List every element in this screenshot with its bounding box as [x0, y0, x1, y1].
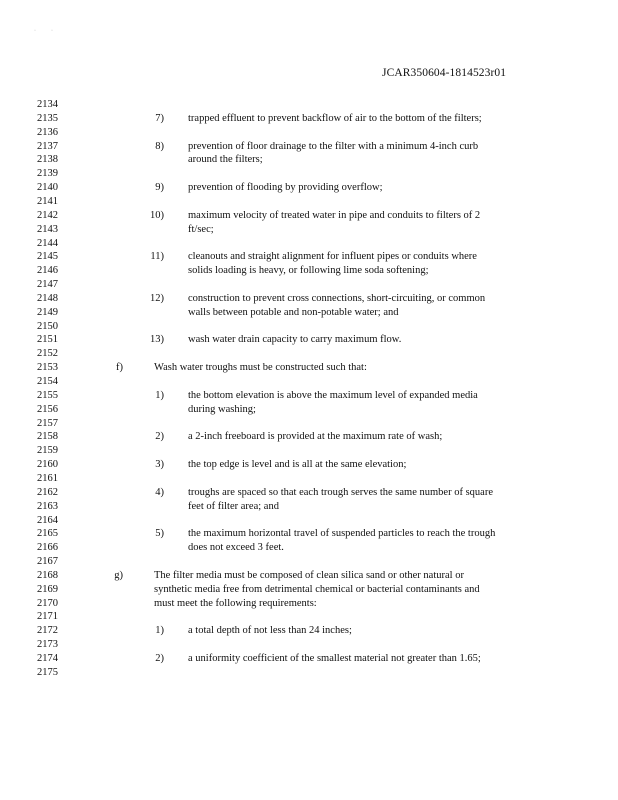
list-item-text: the bottom elevation is above the maximum level of expanded media	[188, 389, 478, 401]
line-number: 2155	[37, 389, 58, 401]
list-item-text: prevention of flooding by providing overflow;	[188, 182, 383, 194]
line-number: 2148	[37, 292, 58, 304]
line-number: 2156	[37, 403, 58, 415]
list-item-text: maximum velocity of treated water in pipe and conduits to filters of 2	[188, 209, 481, 221]
list-marker: 3)	[155, 459, 164, 471]
line-number: 2152	[37, 348, 58, 360]
line-number: 2144	[37, 237, 58, 249]
scan-specks: · ·	[34, 28, 53, 34]
list-marker: 13)	[150, 334, 164, 346]
list-marker: 2)	[155, 431, 164, 443]
line-number: 2153	[37, 362, 58, 374]
line-number: 2160	[37, 459, 58, 471]
line-number: 2147	[37, 279, 58, 291]
document-id-header: JCAR350604-1814523r01	[382, 67, 507, 79]
line-number: 2154	[37, 376, 58, 387]
list-item-text: construction to prevent cross connections, short-circuiting, or common	[188, 292, 486, 304]
line-number: 2140	[37, 182, 58, 194]
list-item-text: during washing;	[188, 403, 256, 415]
list-marker: 1)	[155, 625, 164, 637]
list-item-text: a 2-inch freeboard is provided at the maximum rate of wash;	[188, 431, 443, 443]
list-marker: 7)	[155, 112, 164, 124]
line-number: 2134	[37, 99, 58, 110]
line-number: 2150	[37, 320, 58, 332]
line-number: 2161	[37, 472, 58, 484]
list-marker: 1)	[155, 389, 164, 401]
list-item-text: must meet the following requirements:	[154, 597, 317, 609]
line-number: 2169	[37, 583, 58, 595]
list-marker: 4)	[155, 486, 164, 498]
line-number: 2142	[37, 209, 58, 221]
list-item-text: a total depth of not less than 24 inches;	[188, 625, 352, 637]
line-number: 2136	[37, 126, 58, 138]
line-number: 2166	[37, 542, 58, 554]
list-item-text: prevention of floor drainage to the filter with a minimum 4-inch curb	[188, 140, 479, 152]
line-number: 2139	[37, 168, 58, 180]
list-item-text: around the filters;	[188, 154, 263, 166]
list-item-text: trapped effluent to prevent backflow of air to the bottom of the filters;	[188, 112, 482, 124]
line-number: 2173	[37, 639, 58, 651]
list-item-text: troughs are spaced so that each trough serves the same number of square	[188, 486, 493, 498]
line-number: 2171	[37, 611, 58, 623]
line-number: 2159	[37, 445, 58, 457]
list-item-text: a uniformity coefficient of the smallest material not greater than 1.65;	[188, 653, 481, 664]
list-marker: 2)	[155, 653, 164, 664]
line-number: 2143	[37, 223, 58, 235]
list-marker: 12)	[150, 292, 164, 304]
list-marker: 8)	[155, 140, 164, 152]
line-number: 2172	[37, 625, 58, 637]
list-item-text: Wash water troughs must be constructed such that:	[154, 362, 367, 374]
list-item-text: cleanouts and straight alignment for influent pipes or conduits where	[188, 251, 477, 263]
line-number: 2175	[37, 666, 58, 678]
line-number: 2149	[37, 306, 58, 318]
line-number: 2170	[37, 597, 58, 609]
line-number: 2168	[37, 569, 58, 581]
line-number: 2164	[37, 514, 58, 526]
list-marker: 10)	[150, 209, 164, 221]
line-number: 2163	[37, 500, 58, 512]
list-item-text: the maximum horizontal travel of suspended particles to reach the trough	[188, 528, 496, 540]
list-marker: g)	[114, 569, 123, 581]
list-item-text: does not exceed 3 feet.	[188, 542, 284, 554]
list-item-text: wash water drain capacity to carry maximum flow.	[188, 334, 402, 346]
list-item-text: synthetic media free from detrimental chemical or bacterial contaminants and	[154, 583, 480, 595]
list-item-text: The filter media must be composed of clean silica sand or other natural or	[154, 569, 464, 581]
line-number: 2138	[37, 154, 58, 166]
list-item-text: solids loading is heavy, or following lime soda softening;	[188, 265, 429, 277]
line-number: 2145	[37, 251, 58, 263]
line-number: 2141	[37, 195, 58, 207]
line-number: 2157	[37, 417, 58, 429]
line-number: 2151	[37, 334, 58, 346]
line-number: 2165	[37, 528, 58, 540]
line-number: 2135	[37, 112, 58, 124]
list-item-text: feet of filter area; and	[188, 500, 279, 512]
line-number: 2167	[37, 556, 58, 568]
line-number: 2137	[37, 140, 58, 152]
line-number: 2174	[37, 653, 58, 664]
list-marker: 5)	[155, 528, 164, 540]
line-number: 2146	[37, 265, 58, 277]
list-marker: 9)	[155, 182, 164, 194]
line-number: 2158	[37, 431, 58, 443]
list-marker: f)	[116, 362, 123, 374]
line-number: 2162	[37, 486, 58, 498]
list-item-text: walls between potable and non-potable water; and	[188, 306, 399, 318]
list-item-text: the top edge is level and is all at the same elevation;	[188, 459, 407, 471]
list-marker: 11)	[150, 251, 164, 263]
list-item-text: ft/sec;	[188, 223, 214, 235]
